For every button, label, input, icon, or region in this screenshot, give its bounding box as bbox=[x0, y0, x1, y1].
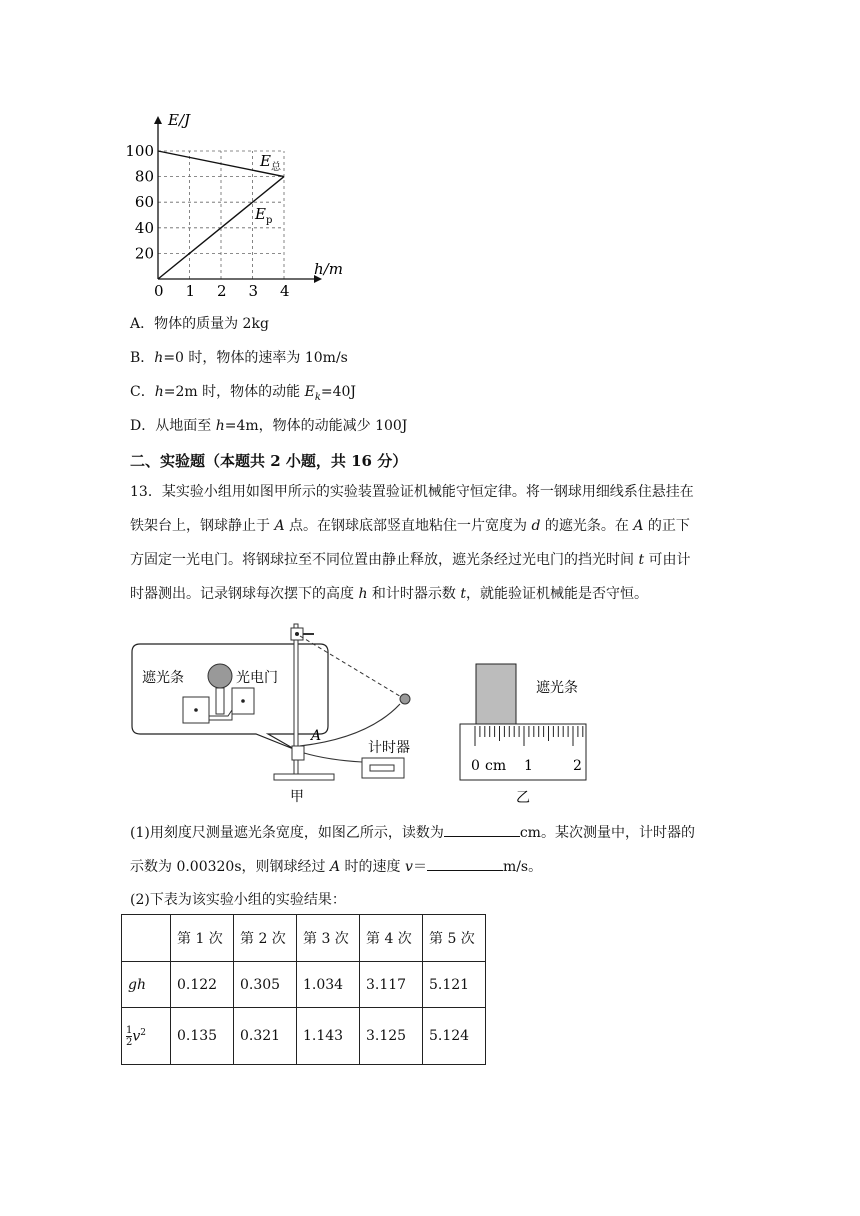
section-heading: 二、实验题（本题共 2 小题，共 16 分） bbox=[130, 452, 408, 470]
option-a bbox=[130, 314, 269, 334]
option-c-var: h bbox=[154, 384, 164, 400]
option-d bbox=[130, 416, 407, 436]
table-header-cell: 第 5 次 bbox=[423, 915, 486, 962]
option-d-prefix: D．从地面至 bbox=[130, 418, 216, 434]
option-c-mid: =2m 时，物体的动能 bbox=[163, 384, 305, 400]
energy-height-chart bbox=[120, 108, 360, 303]
subq1-var-v: v bbox=[405, 859, 413, 875]
series-label-ep bbox=[254, 205, 272, 226]
option-a-text: A．物体的质量为 2kg bbox=[130, 316, 269, 332]
pivot-icon bbox=[295, 632, 299, 636]
subq1-text: cm。某次测量中，计时器的 bbox=[519, 825, 695, 841]
x-tick-label: 2 bbox=[217, 282, 227, 300]
question-line-3 bbox=[130, 550, 691, 570]
question-line-4 bbox=[130, 584, 648, 604]
table-cell: 1.034 bbox=[297, 962, 360, 1008]
option-d-var: h bbox=[215, 418, 225, 434]
series-label-e-total-sub: 总 bbox=[270, 162, 281, 173]
series-label-e-total-main: E bbox=[260, 152, 271, 170]
option-c-rest: =40J bbox=[320, 384, 357, 400]
subq2-line: (2)下表为该实验小组的实验结果： bbox=[130, 892, 346, 908]
q-text: 的遮光条。在 bbox=[540, 518, 634, 534]
photogate-dot-icon bbox=[241, 699, 245, 703]
timer-display-icon bbox=[370, 765, 394, 771]
label-timer: 计时器 bbox=[368, 740, 410, 756]
stand-base-icon bbox=[274, 774, 334, 780]
option-c bbox=[130, 382, 356, 408]
subq1-text: 时的速度 bbox=[340, 859, 406, 875]
table-row bbox=[122, 1008, 486, 1065]
q-var-a: A bbox=[274, 518, 285, 534]
table-cell: 0.305 bbox=[234, 962, 297, 1008]
q-var-h: h bbox=[358, 586, 368, 602]
shade-strip-inner-icon bbox=[216, 688, 224, 714]
table-header-row bbox=[122, 915, 486, 962]
option-d-rest: =4m，物体的动能减少 100J bbox=[224, 418, 408, 434]
ruler-label-0: 0 bbox=[471, 758, 480, 774]
q-text: 点。在钢球底部竖直地粘住一片宽度为 bbox=[284, 518, 532, 534]
y-tick-label: 80 bbox=[134, 167, 154, 186]
table-cell: 3.117 bbox=[360, 962, 423, 1008]
table-header-cell: 第 3 次 bbox=[297, 915, 360, 962]
label-figure-jia: 甲 bbox=[290, 789, 304, 805]
q-var-t: t bbox=[638, 552, 645, 568]
row-label-gh-text: gh bbox=[128, 976, 146, 993]
q-text: 的正下 bbox=[643, 518, 690, 534]
photogate-dot-icon bbox=[194, 708, 198, 712]
table-cell: 3.125 bbox=[360, 1008, 423, 1065]
x-axis-label: h/m bbox=[314, 260, 343, 278]
row-label-exp: 2 bbox=[140, 1027, 147, 1038]
table-header-cell: 第 1 次 bbox=[171, 915, 234, 962]
label-shade-strip: 遮光条 bbox=[142, 670, 184, 686]
series-label-ep-sub: p bbox=[265, 215, 273, 226]
apparatus-figure bbox=[128, 620, 428, 810]
q-var-a: A bbox=[633, 518, 644, 534]
q-text: 方固定一光电门。将钢球拉至不同位置由静止释放，遮光条经过光电门的挡光时间 bbox=[130, 552, 639, 568]
subq1-line-1 bbox=[130, 822, 695, 843]
pendulum-ball-icon bbox=[400, 694, 410, 704]
table-cell: 5.124 bbox=[423, 1008, 486, 1065]
question-line-1: 13．某实验小组用如图甲所示的实验装置验证机械能守恒定律。将一钢球用细线系住悬挂在 bbox=[130, 484, 694, 500]
table-cell: 5.121 bbox=[423, 962, 486, 1008]
q-var-t: t bbox=[460, 586, 467, 602]
y-tick-label: 20 bbox=[134, 244, 154, 263]
results-table bbox=[121, 914, 486, 1065]
ruler-label-2: 2 bbox=[573, 758, 582, 774]
fraction-denominator: 2 bbox=[126, 1036, 133, 1048]
answer-blank-width[interactable] bbox=[444, 822, 520, 837]
q-text: 和计时器示数 bbox=[367, 586, 461, 602]
steel-ball-icon bbox=[208, 664, 232, 688]
row-label-gh bbox=[122, 962, 171, 1008]
option-b-rest: =0 时，物体的速率为 10m/s bbox=[163, 350, 348, 366]
series-label-ep-main: E bbox=[255, 205, 266, 223]
series-label-e-total bbox=[259, 152, 282, 173]
ruler-label-cm: cm bbox=[485, 758, 507, 774]
ruler-label-1: 1 bbox=[524, 758, 533, 774]
subq1-text: ＝ bbox=[412, 859, 427, 875]
subq1-text: 示数为 0.00320s，则钢球经过 bbox=[130, 859, 330, 875]
row-label-kinetic bbox=[122, 1008, 171, 1065]
y-tick-label: 60 bbox=[134, 193, 154, 212]
table-cell: 0.122 bbox=[171, 962, 234, 1008]
subq1-var-a: A bbox=[329, 859, 341, 875]
q-var-d: d bbox=[531, 518, 541, 534]
answer-blank-speed[interactable] bbox=[427, 856, 503, 871]
option-c-e: E bbox=[304, 384, 315, 400]
table-row bbox=[122, 962, 486, 1008]
subq1-line-2 bbox=[130, 856, 542, 877]
option-c-sub: k bbox=[314, 391, 321, 403]
option-b-prefix: B． bbox=[130, 350, 155, 366]
table-cell: 0.321 bbox=[234, 1008, 297, 1065]
option-b bbox=[130, 348, 348, 368]
row-label-v: v bbox=[132, 1028, 141, 1044]
y-tick-label: 100 bbox=[125, 142, 154, 160]
q-text: 时器测出。记录钢球每次摆下的高度 bbox=[130, 586, 359, 602]
label-point-a: A bbox=[311, 728, 322, 744]
photogate-mount-icon bbox=[292, 746, 304, 760]
question-line-2 bbox=[130, 516, 690, 536]
q-text: ，就能验证机械能是否守恒。 bbox=[466, 586, 649, 602]
option-b-var: h bbox=[154, 350, 164, 366]
y-axis-arrow-icon bbox=[154, 116, 162, 124]
y-axis-label: E/J bbox=[168, 111, 191, 129]
q-text: 可由计 bbox=[644, 552, 691, 568]
table-cell: 1.143 bbox=[297, 1008, 360, 1065]
x-tick-label: 4 bbox=[280, 282, 290, 300]
y-tick-label: 40 bbox=[134, 218, 154, 237]
label-photogate: 光电门 bbox=[236, 670, 278, 686]
x-tick-label: 0 bbox=[154, 282, 164, 300]
q-text: 铁架台上，钢球静止于 bbox=[130, 518, 275, 534]
label-shade-strip-2: 遮光条 bbox=[536, 680, 578, 696]
fraction-numerator: 1 bbox=[126, 1024, 133, 1036]
x-tick-label: 1 bbox=[185, 282, 196, 300]
table-header-cell: 第 2 次 bbox=[234, 915, 297, 962]
timer-wire-icon bbox=[304, 753, 362, 762]
table-header-cell bbox=[122, 915, 171, 962]
chart-axes bbox=[154, 116, 322, 283]
label-figure-yi: 乙 bbox=[516, 790, 530, 806]
subq1-text: m/s。 bbox=[502, 859, 543, 875]
subq1-text: (1)用刻度尺测量遮光条宽度，如图乙所示，读数为 bbox=[130, 825, 444, 841]
callout-bubble bbox=[132, 644, 328, 750]
shade-strip-icon bbox=[476, 664, 516, 732]
ruler-figure bbox=[450, 656, 600, 808]
table-header-cell: 第 4 次 bbox=[360, 915, 423, 962]
table-cell: 0.135 bbox=[171, 1008, 234, 1065]
x-tick-label: 3 bbox=[248, 282, 259, 300]
option-c-prefix: C． bbox=[130, 384, 155, 400]
